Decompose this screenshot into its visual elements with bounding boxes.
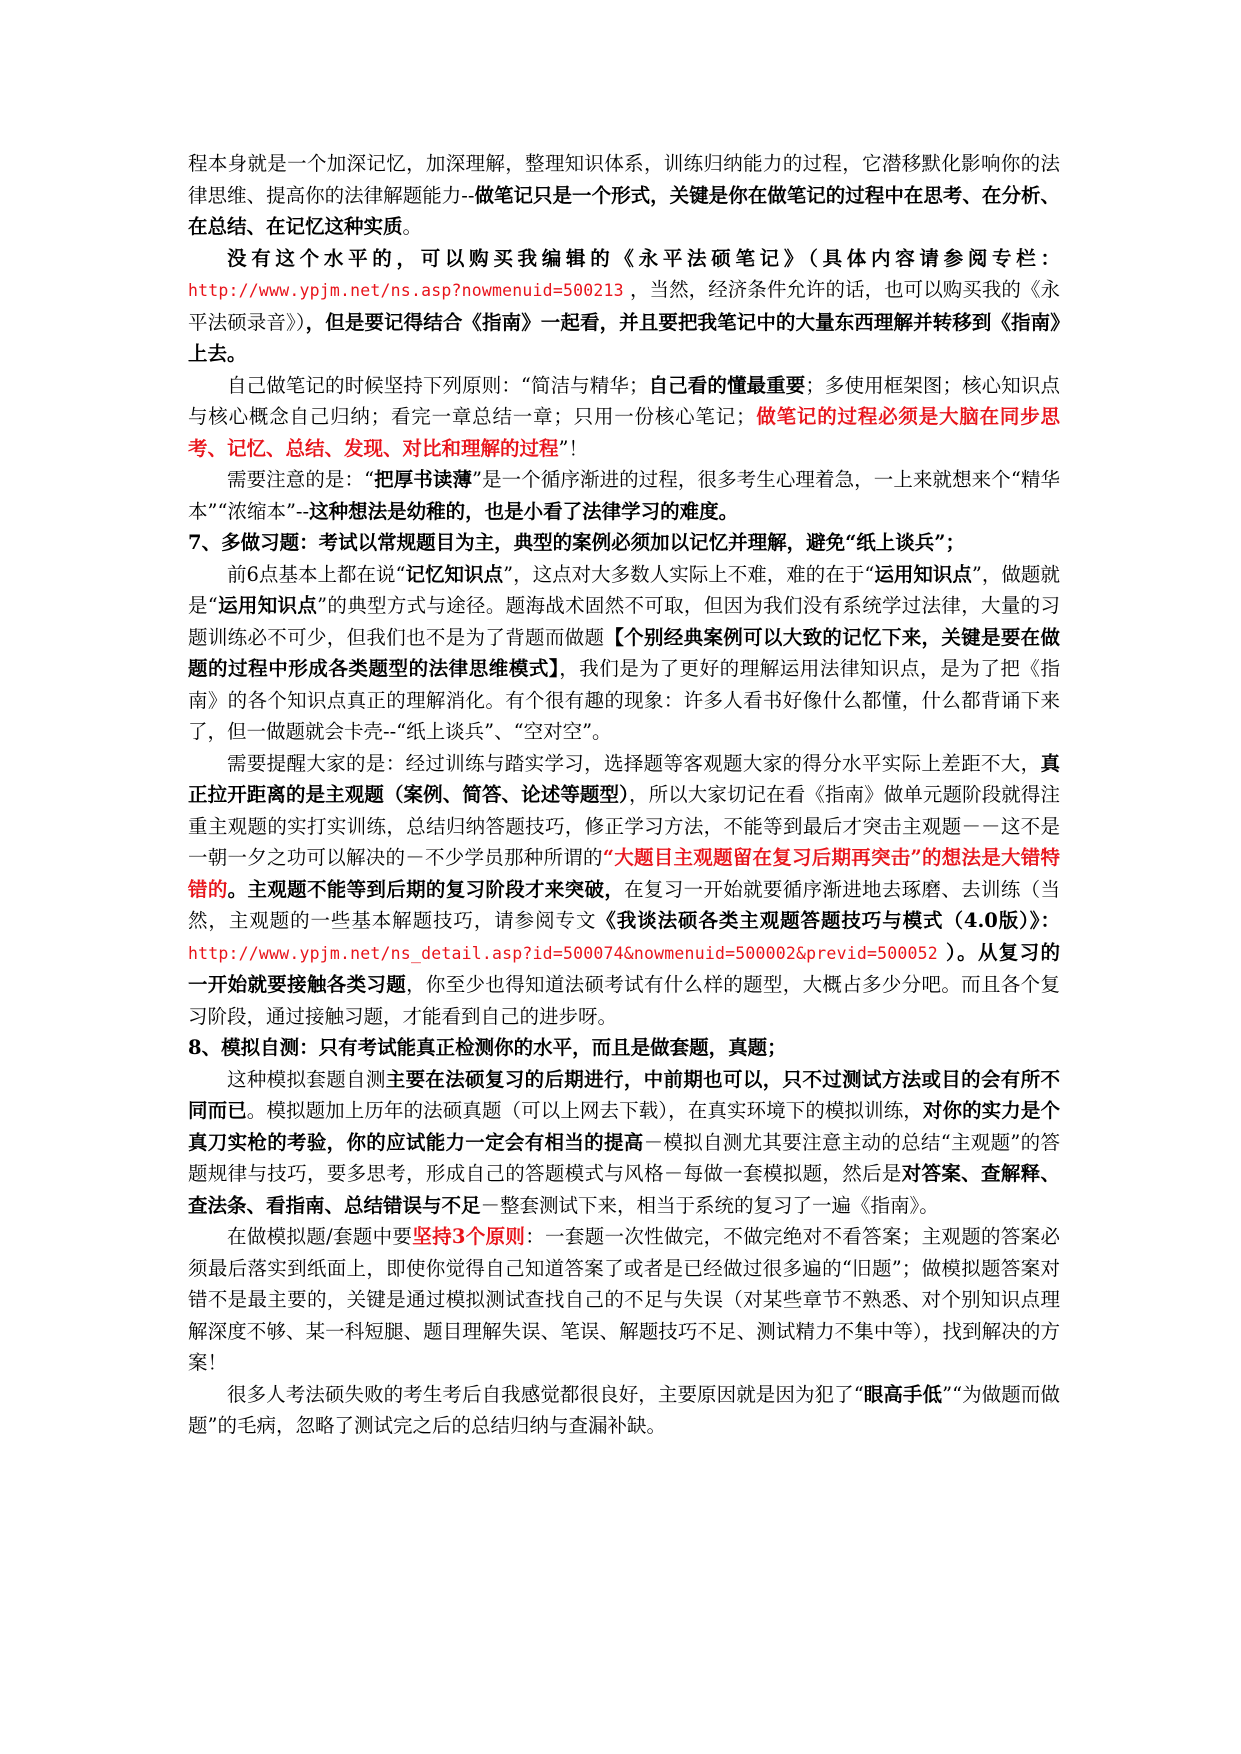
emphasis-text: 自己看的懂最重要: [648, 373, 806, 397]
paragraph: [188, 464, 1060, 527]
body-text: ”，这点对大多数人实际上不难，难的在于“: [503, 562, 875, 586]
emphasis-text: 坚持3个原则: [412, 1225, 526, 1248]
body-text: 在复习一开始就要循序渐进地去琢磨、去训练（当然，主观题的一些基本解题技巧，请参阅专文: [188, 877, 1060, 932]
document-page: [188, 148, 1060, 1442]
body-text: 在做模拟题/套题中要: [227, 1225, 413, 1248]
emphasis-text: 主要在法硕复习的后期进行，中前期也可以，只不过测试方法或目的会有所不同而已: [188, 1067, 1060, 1122]
body-text: ”，做题就是“: [188, 562, 1060, 617]
body-text: 。模拟题加上历年的法硕真题（可以上网去下载），在真实环境下的模拟训练，: [246, 1099, 923, 1122]
body-text: 需要注意的是：“: [227, 468, 375, 491]
emphasis-text: 《我谈法硕各类主观题答题技巧与模式（4.0版）》：: [596, 909, 1060, 932]
paragraph: [188, 748, 1060, 1033]
emphasis-text: 对你的实力是个真刀实枪的考验，你的应试能力一定会有相当的提高: [188, 1099, 1060, 1154]
emphasis-text: ，但是要记得结合《指南》一起看，并且要把我笔记中的大量东西理解并转移到《指南》上去。: [188, 310, 1060, 365]
paragraph: [188, 1379, 1060, 1442]
body-text: ”“为做题而做题”的毛病，忽略了测试完之后的总结归纳与查漏补缺。: [188, 1382, 1060, 1437]
url-link[interactable]: http://www.ypjm.net/ns_detail.asp?id=500074&nowmenuid=500002&previd=500052: [188, 943, 938, 963]
body-text: 需要提醒大家的是：经过训练与踏实学习，选择题等客观题大家的得分水平实际上差距不大，: [227, 751, 1041, 775]
paragraph: [188, 148, 1060, 243]
paragraph: [188, 1064, 1060, 1222]
body-text: ；多使用框架图；核心知识点与核心概念自己归纳；看完一章总结一章；只用一份核心笔记；: [188, 373, 1060, 428]
emphasis-text: 没有这个水平的，可以购买我编辑的《永平法硕笔记》（具体内容请参阅专栏：: [227, 246, 1060, 270]
emphasis-text: 7、多做习题：考试以常规题目为主，典型的案例必须加以记忆并理解，避免“纸上谈兵”；: [188, 531, 966, 554]
body-text: 这种模拟套题自测: [227, 1067, 386, 1091]
emphasis-text: 把厚书读薄: [374, 468, 473, 491]
emphasis-text: 眼高手低: [863, 1382, 943, 1406]
paragraph: [188, 370, 1060, 465]
section-heading: [188, 1032, 1060, 1064]
body-text: ，所以大家切记在看《指南》做单元题阶段就得注重主观题的实打实训练，总结归纳答题技巧，修正学习方法，不能等到最后才突击主观题－－这不是一朝一夕之功可以解决的－不少学员那种所谓的: [188, 783, 1060, 869]
emphasis-text: 真正拉开距离的是主观题（案例、简答、论述等题型）: [188, 751, 1060, 806]
emphasis-text: 运用知识点: [217, 594, 318, 617]
emphasis-text: 这种想法是幼稚的，也是小看了法律学习的难度。: [309, 499, 739, 523]
emphasis-text: 【个别经典案例可以大致的记忆下来，关键是要在做题的过程中形成各类题型的法律思维模式】: [188, 625, 1060, 680]
emphasis-text: 对答案、查解释、查法条、看指南、总结错误与不足: [188, 1162, 1060, 1217]
paragraph: [188, 243, 1060, 370]
paragraph: [188, 1221, 1060, 1379]
emphasis-text: “大题目主观题留在复习后期再突击”的想法是大错特错的: [188, 846, 1060, 901]
emphasis-text: 8、模拟自测：只有考试能真正检测你的水平，而且是做套题，真题；: [188, 1036, 787, 1059]
body-text: ”是一个循序渐进的过程，很多考生心理着急，一上来就想来个“精华本”“浓缩本”--: [188, 468, 1060, 523]
body-text: －模拟自测尤其要注意主动的总结“主观题”的答题规律与技巧，要多思考，形成自己的答题模式与风格－每做一套模拟题，然后是: [188, 1130, 1060, 1185]
body-text: 程本身就是一个加深记忆，加深理解，整理知识体系，训练归纳能力的过程，它潜移默化影响你的法律思维、提高你的法律解题能力--: [188, 152, 1060, 207]
body-text: ，你至少也得知道法硕考试有什么样的题型，大概占多少分吧。而且各个复习阶段，通过接触习题，才能看到自己的进步呀。: [188, 973, 1060, 1028]
body-text: ”！: [558, 436, 588, 460]
body-text: －整套测试下来，相当于系统的复习了一遍《指南》。: [480, 1193, 939, 1217]
emphasis-text: 做笔记只是一个形式，关键是你在做笔记的过程中在思考、在分析、在总结、在记忆这种实质: [188, 183, 1060, 238]
body-text: 很多人考法硕失败的考生考后自我感觉都很良好，主要原因就是因为犯了“: [227, 1382, 864, 1406]
body-text: 前6点基本上都在说“: [227, 562, 406, 586]
body-text: 。: [402, 215, 423, 238]
emphasis-text: 运用知识点: [874, 562, 972, 586]
emphasis-text: 做笔记的过程必须是大脑在同步思考、记忆、总结、发现、对比和理解的过程: [188, 405, 1060, 460]
body-text: ，我们是为了更好的理解运用法律知识点，是为了把《指南》的各个知识点真正的理解消化。有个很有趣的现象：许多人看书好像什么都懂，什么都背诵下来了，但一做题就会卡壳--“纸上谈兵”、“空对空”。: [188, 657, 1060, 743]
body-text: ”的典型方式与途径。题海战术固然不可取，但因为我们没有系统学过法律，大量的习题训练必不可少，但我们也不是为了背题而做题: [188, 594, 1060, 649]
emphasis-text: 。主观题不能等到后期的复习阶段才来突破，: [227, 877, 625, 901]
url-link[interactable]: http://www.ypjm.net/ns.asp?nowmenuid=500213: [188, 281, 624, 300]
emphasis-text: ）。从复习的一开始就要接触各类习题: [188, 940, 1060, 996]
body-text: ，当然，经济条件允许的话，也可以购买我的《永平法硕录音》）: [188, 278, 1060, 334]
paragraph: [188, 559, 1060, 748]
emphasis-text: 记忆知识点: [405, 562, 504, 586]
body-text: ：一套题一次性做完，不做完绝对不看答案；主观题的答案必须最后落实到纸面上，即使你觉得自己知道答案了或者是已经做过很多遍的“旧题”；做模拟题答案对错不是最主要的，关键是通过模拟测试查找自己的不足与失误（对某些章节不熟悉、对个别知识点理解深度不够、某一科短腿、题目理解失误、笔误、解题技巧不足、测试精力不集中等），找到解决的方案！: [188, 1225, 1060, 1374]
section-heading: [188, 527, 1060, 559]
body-text: 自己做笔记的时候坚持下列原则：“简洁与精华；: [227, 373, 649, 397]
